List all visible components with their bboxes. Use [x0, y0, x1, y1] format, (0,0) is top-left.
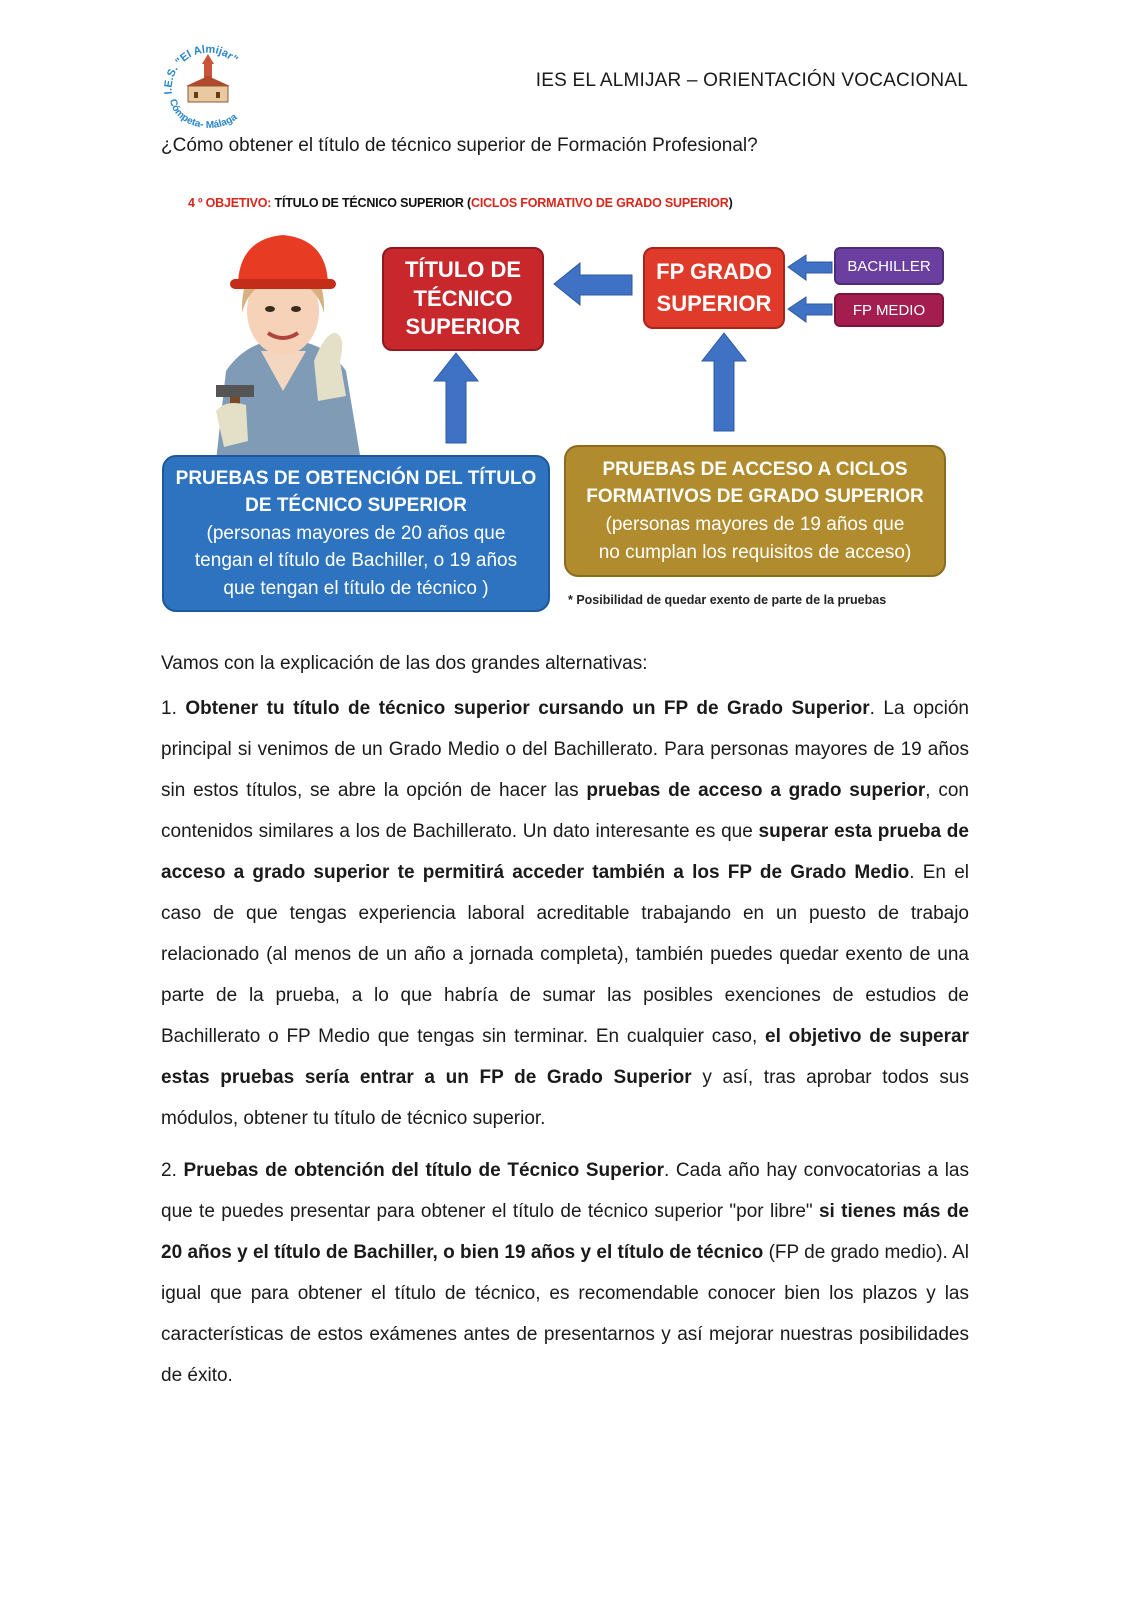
fp-grado-line: SUPERIOR: [656, 291, 772, 316]
pruebas-obtencion-heading: DE TÉCNICO SUPERIOR: [245, 495, 467, 517]
flow-arrows: [160, 185, 970, 625]
school-logo: [158, 42, 258, 134]
p1-bold: pruebas de acceso a grado superior: [586, 780, 926, 801]
arrow-left-icon: [554, 263, 632, 305]
pruebas-obtencion-detail: tengan el título de Bachiller, o 19 años: [194, 550, 518, 572]
pruebas-obtencion-heading: PRUEBAS DE OBTENCIÓN DEL TÍTULO: [175, 467, 537, 489]
p2-bold: Pruebas de obtención del título de Técnico Superior: [183, 1160, 664, 1181]
objective-red: CICLOS FORMATIVO DE GRADO SUPERIOR: [471, 196, 729, 210]
pruebas-obtencion-detail: que tengan el título de técnico ): [223, 577, 489, 599]
titulo-line: TÍTULO DE: [404, 257, 522, 283]
p1-text: . La opción principal si venimos de un Grado Medio o del Bachillerato. Para personas mayores de 19 años sin estos títulos, se abre la opción de hacer las: [161, 698, 969, 801]
p1-bold: el objetivo de superar estas pruebas sería entrar a un FP de Grado Superior: [161, 1026, 969, 1088]
pruebas-acceso-heading: FORMATIVOS DE GRADO SUPERIOR: [586, 486, 924, 508]
p1-bold: superar esta prueba de acceso a grado superior te permitirá acceder también a los FP de Grado Medio: [161, 821, 969, 883]
objective-prefix: 4 º OBJETIVO:: [188, 196, 272, 210]
arrow-left-icon: [788, 297, 832, 322]
p1-text: , con contenidos similares a los de Bachillerato. Un dato interesante es que: [161, 780, 969, 842]
objective-main: TÍTULO DE TÉCNICO SUPERIOR (: [271, 196, 471, 210]
svg-text:Cómpeta- Málaga: Cómpeta- Málaga: [166, 97, 240, 132]
svg-text:I.E.S. "El Almijar": I.E.S. "El Almijar": [162, 43, 240, 95]
p1-bold: Obtener tu título de técnico superior cursando un FP de Grado Superior: [185, 698, 870, 719]
infographic: [160, 185, 970, 625]
intro-question: ¿Cómo obtener el título de técnico superior de Formación Profesional?: [161, 135, 758, 156]
fp-grado-line: FP GRADO: [656, 259, 772, 285]
paragraph-1: [161, 688, 969, 1139]
p1-number: 1.: [161, 698, 186, 719]
p1-text: y así, tras aprobar todos sus módulos, obtener tu título de técnico superior.: [161, 1067, 969, 1129]
fp-medio-label: FP MEDIO: [852, 301, 926, 319]
arrow-up-icon: [702, 333, 746, 431]
titulo-line: TÉCNICO: [413, 285, 513, 311]
p2-text: . Cada año hay convocatorias a las que te puedes presentar para obtener el título de técnico superior "por libre": [161, 1160, 970, 1222]
arrow-up-icon: [434, 353, 478, 443]
pruebas-acceso-heading: PRUEBAS DE ACCESO A CICLOS: [602, 458, 908, 480]
bachiller-label: BACHILLER: [847, 257, 931, 275]
titulo-line: SUPERIOR: [405, 314, 521, 340]
pruebas-acceso-detail: no cumplan los requisitos de acceso): [598, 541, 912, 563]
p2-number: 2.: [161, 1160, 184, 1181]
objective-close: ): [728, 196, 733, 210]
header-title: IES EL ALMIJAR – ORIENTACIÓN VOCACIONAL: [535, 70, 968, 91]
pruebas-acceso-detail: (personas mayores de 19 años que: [605, 514, 905, 535]
paragraph-2: [161, 1150, 969, 1396]
p2-text: (FP de grado medio). Al igual que para obtener el título de técnico, es recomendable conocer bien los plazos y las características de estos exámenes antes de presentarnos y así mejorar nuestras posibilidades de éxito.: [161, 1242, 969, 1386]
exemption-note: * Posibilidad de quedar exento de parte de la pruebas: [568, 593, 887, 607]
arrow-left-icon: [788, 255, 832, 280]
lead-paragraph: Vamos con la explicación de las dos grandes alternativas:: [161, 653, 648, 674]
p1-text: . En el caso de que tengas experiencia laboral acreditable trabajando en un puesto de trabajo relacionado (al menos de un año a jornada completa), también puedes quedar exento de una parte de la prueba, a lo que habría de sumar las posibles exenciones de estudios de Bachillerato o FP Medio que tengas sin terminar. En cualquier caso,: [161, 862, 969, 1047]
pruebas-obtencion-detail: (personas mayores de 20 años que: [206, 522, 506, 544]
p2-bold: si tienes más de 20 años y el título de Bachiller, o bien 19 años y el título de técnico: [161, 1201, 969, 1263]
